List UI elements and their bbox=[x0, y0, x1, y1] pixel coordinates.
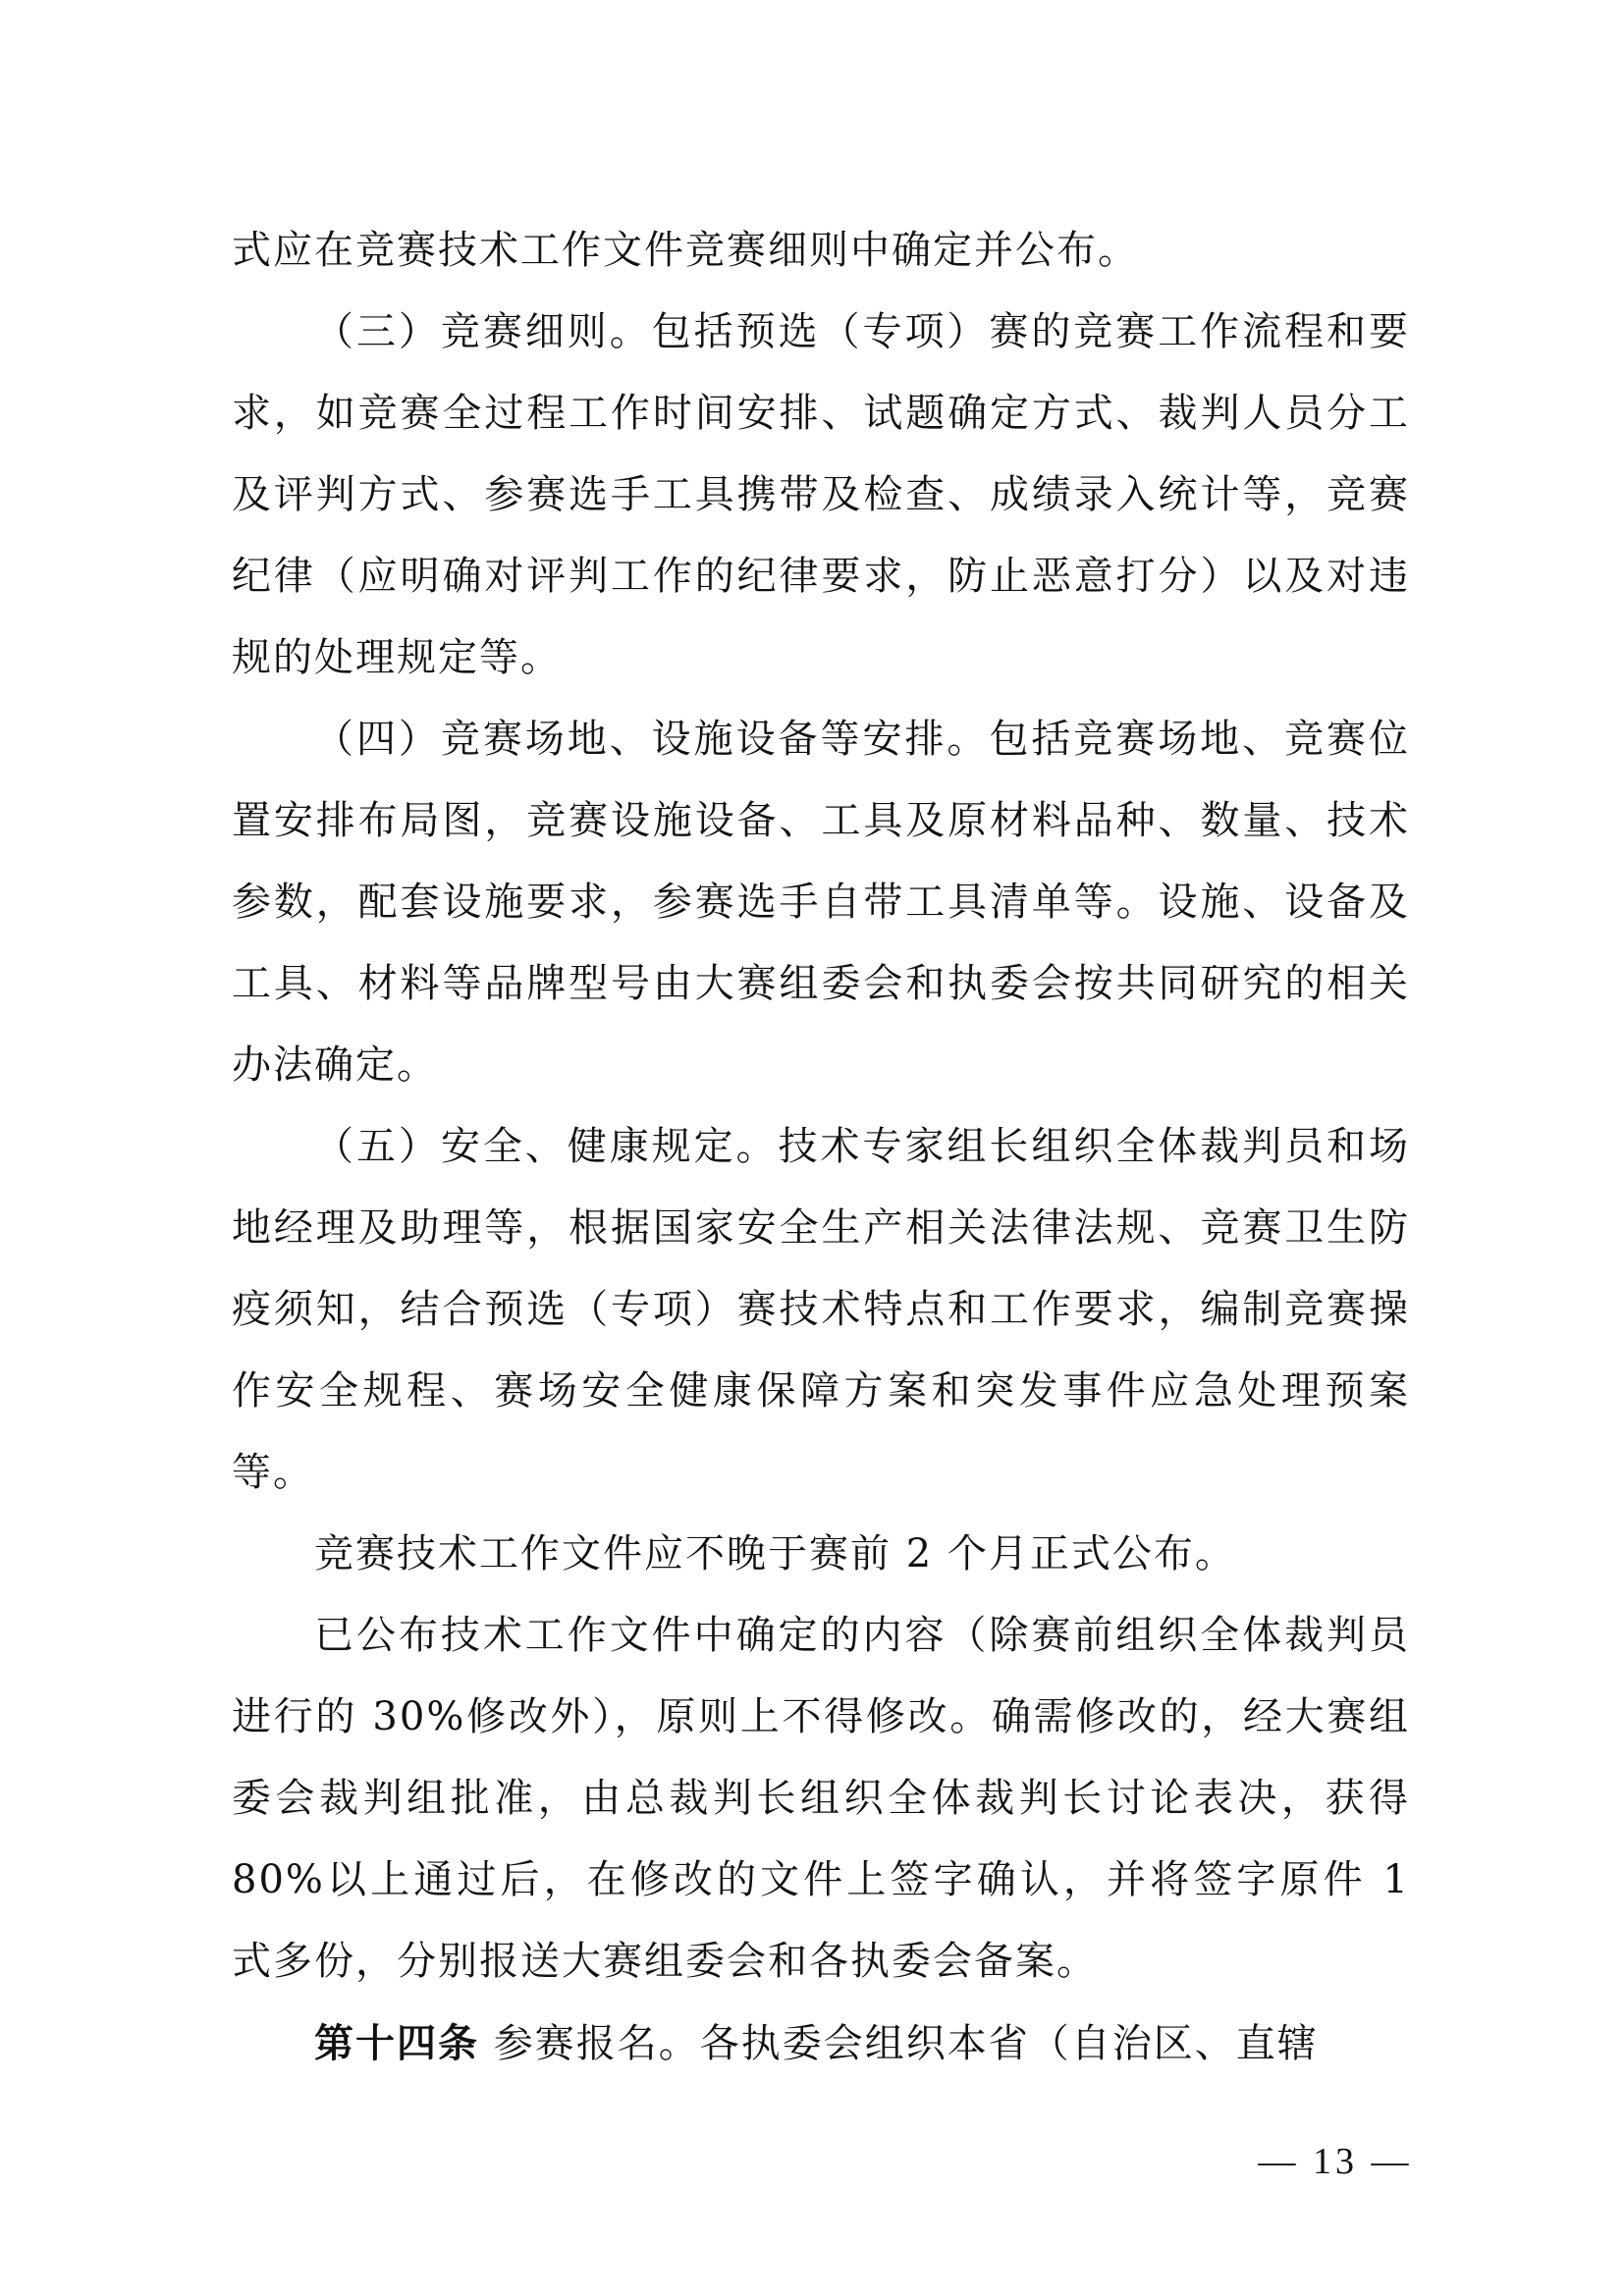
paragraph-continuation: 式应在竞赛技术工作文件竞赛细则中确定并公布。 bbox=[232, 228, 1139, 273]
paragraph-modification-rules: 已公布技术工作文件中确定的内容（除赛前组织全体裁判员进行的 30%修改外），原则上不得修改。确需修改的，经大赛组委会裁判组批准，由总裁判长组织全体裁判长讨论表决，获得 80%以上通过后，在修改的文件上签字确认，并将签字原件 1 式多份，分别报送大赛组委会和各执委会备案。 bbox=[232, 1613, 1410, 1984]
paragraph-venue-equipment: （四）竞赛场地、设施设备等安排。包括竞赛场地、竞赛位置安排布局图，竞赛设施设备、工具及原材料品种、数量、技术参数，配套设施要求，参赛选手自带工具清单等。设施、设备及工具、材料等品牌型号由大赛组委会和执委会按共同研究的相关办法确定。 bbox=[232, 717, 1410, 1088]
article-text: 参赛报名。各执委会组织本省（自治区、直辖 bbox=[479, 2021, 1319, 2066]
document-body bbox=[232, 210, 1410, 2085]
paragraph-publish-deadline: 竞赛技术工作文件应不晚于赛前 2 个月正式公布。 bbox=[314, 1531, 1236, 1576]
paragraph-article-14 bbox=[232, 2002, 1410, 2085]
article-number: 第十四条 bbox=[314, 2020, 479, 2066]
paragraph-competition-rules: （三）竞赛细则。包括预选（专项）赛的竞赛工作流程和要求，如竞赛全过程工作时间安排、试题确定方式、裁判人员分工及评判方式、参赛选手工具携带及检查、成绩录入统计等，竞赛纪律（应明确对评判工作的纪律要求，防止恶意打分）以及对违规的处理规定等。 bbox=[232, 309, 1410, 680]
paragraph-safety-health: （五）安全、健康规定。技术专家组长组织全体裁判员和场地经理及助理等，根据国家安全生产相关法律法规、竞赛卫生防疫须知，结合预选（专项）赛技术特点和工作要求，编制竞赛操作安全规程、赛场安全健康保障方案和突发事件应急处理预案等。 bbox=[232, 1124, 1410, 1495]
page-number: — 13 — bbox=[1258, 2141, 1413, 2182]
